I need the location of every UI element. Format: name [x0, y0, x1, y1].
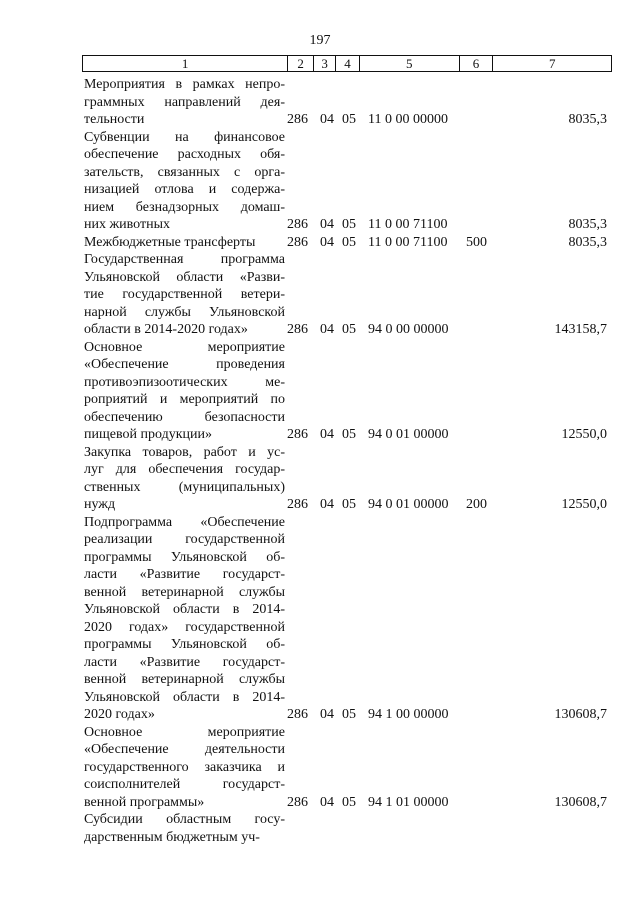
ministry-code: 286 [287, 112, 308, 127]
row-description [84, 76, 285, 129]
target-article-code: 94 0 01 00000 [368, 427, 449, 442]
section-code: 04 [320, 497, 334, 512]
table-row [84, 811, 612, 846]
row-description [84, 444, 285, 514]
row-description [84, 514, 285, 724]
target-article-code: 94 1 01 00000 [368, 794, 449, 810]
section-code: 04 [320, 234, 334, 250]
description-line: обеспечение расходных обя- [84, 147, 285, 162]
subsection-code: 05 [342, 427, 356, 442]
ministry-code: 286 [287, 217, 308, 232]
amount: 130608,7 [554, 794, 607, 810]
column-header: 2 [288, 56, 314, 71]
description-line: Ульяновской области в 2014- [84, 689, 285, 705]
column-header: 6 [460, 56, 494, 71]
row-description [84, 724, 285, 812]
description-line: Мероприятия в рамках непро- [84, 77, 285, 92]
row-description [84, 129, 285, 234]
row-description [84, 234, 285, 252]
description-line: роприятий и мероприятий по [84, 392, 285, 407]
column-header: 1 [83, 56, 288, 71]
description-line: дарственным бюджетным уч- [84, 829, 260, 845]
description-line: тие государственной ветери- [84, 287, 285, 302]
target-article-code: 94 0 01 00000 [368, 497, 449, 512]
expense-type-code: 500 [466, 234, 487, 250]
table-row [84, 76, 612, 129]
description-line: Подпрограмма «Обеспечение [84, 514, 285, 530]
description-line: Межбюджетные трансферты [84, 234, 256, 250]
table-row [84, 724, 612, 812]
row-description [84, 811, 285, 846]
table-body [84, 76, 612, 846]
description-line: граммных направлений дея- [84, 94, 285, 110]
description-line: венной ветеринарной службы [84, 672, 285, 687]
description-line: Основное мероприятие [84, 339, 285, 355]
description-line: 2020 годах» [84, 707, 155, 722]
description-line: «Обеспечение проведения [84, 357, 285, 372]
column-header: 5 [360, 56, 460, 71]
table-row [84, 129, 612, 234]
description-line: противоэпизоотических ме- [84, 374, 285, 390]
target-article-code: 11 0 00 71100 [368, 234, 448, 250]
description-line: Субсидии областным госу- [84, 812, 285, 827]
description-line: области в 2014-2020 годах» [84, 322, 248, 337]
section-code: 04 [320, 707, 334, 722]
target-article-code: 11 0 00 00000 [368, 112, 448, 127]
ministry-code: 286 [287, 322, 308, 337]
amount: 8035,3 [568, 234, 607, 250]
description-line: венной ветеринарной службы [84, 584, 285, 600]
description-line: программы Ульяновской об- [84, 549, 285, 565]
description-line: зательств, связанных с орга- [84, 164, 285, 180]
amount: 12550,0 [561, 497, 607, 512]
expense-type-code: 200 [466, 497, 487, 512]
amount: 12550,0 [561, 427, 607, 442]
description-line: ственных (муниципальных) [84, 479, 285, 495]
description-line: луг для обеспечения государ- [84, 462, 285, 477]
description-line: нарной службы Ульяновской [84, 304, 285, 320]
table-row [84, 514, 612, 724]
description-line: венной программы» [84, 794, 205, 810]
row-description [84, 251, 285, 339]
description-line: соисполнителей государст- [84, 777, 285, 792]
subsection-code: 05 [342, 707, 356, 722]
description-line: реализации государственной [84, 532, 285, 547]
table-row [84, 444, 612, 514]
column-header: 3 [314, 56, 336, 71]
amount: 143158,7 [554, 322, 607, 337]
target-article-code: 94 0 00 00000 [368, 322, 449, 337]
table-header [82, 55, 612, 72]
row-description [84, 339, 285, 444]
ministry-code: 286 [287, 497, 308, 512]
section-code: 04 [320, 322, 334, 337]
description-line: Закупка товаров, работ и ус- [84, 444, 285, 460]
subsection-code: 05 [342, 497, 356, 512]
description-line: Государственная программа [84, 252, 285, 267]
section-code: 04 [320, 427, 334, 442]
target-article-code: 11 0 00 71100 [368, 217, 448, 232]
description-line: ласти «Развитие государст- [84, 567, 285, 582]
ministry-code: 286 [287, 234, 308, 250]
description-line: Ульяновской области «Разви- [84, 269, 285, 285]
description-line: них животных [84, 217, 170, 232]
description-line: нием безнадзорных домаш- [84, 199, 285, 215]
subsection-code: 05 [342, 112, 356, 127]
table-row [84, 234, 612, 252]
table-row [84, 339, 612, 444]
description-line: Субвенции на финансовое [84, 129, 285, 145]
subsection-code: 05 [342, 234, 356, 250]
column-header: 4 [336, 56, 360, 71]
amount: 8035,3 [568, 112, 607, 127]
amount: 8035,3 [568, 217, 607, 232]
description-line: Основное мероприятие [84, 724, 285, 740]
subsection-code: 05 [342, 794, 356, 810]
amount: 130608,7 [554, 707, 607, 722]
target-article-code: 94 1 00 00000 [368, 707, 449, 722]
ministry-code: 286 [287, 427, 308, 442]
column-header: 7 [548, 56, 556, 71]
description-line: обеспечению безопасности [84, 409, 285, 425]
section-code: 04 [320, 112, 334, 127]
section-code: 04 [320, 794, 334, 810]
description-line: 2020 годах» государственной [84, 619, 285, 635]
description-line: пищевой продукции» [84, 427, 212, 442]
description-line: Ульяновской области в 2014- [84, 602, 285, 617]
ministry-code: 286 [287, 794, 308, 810]
description-line: ласти «Развитие государст- [84, 654, 285, 670]
table-row [84, 251, 612, 339]
subsection-code: 05 [342, 217, 356, 232]
description-line: программы Ульяновской об- [84, 637, 285, 652]
description-line: нужд [84, 497, 116, 512]
description-line: государственного заказчика и [84, 759, 285, 775]
subsection-code: 05 [342, 322, 356, 337]
description-line: тельности [84, 112, 145, 127]
ministry-code: 286 [287, 707, 308, 722]
description-line: низацией отлова и содержа- [84, 182, 285, 197]
section-code: 04 [320, 217, 334, 232]
description-line: «Обеспечение деятельности [84, 742, 285, 757]
page-number: 197 [309, 33, 331, 48]
